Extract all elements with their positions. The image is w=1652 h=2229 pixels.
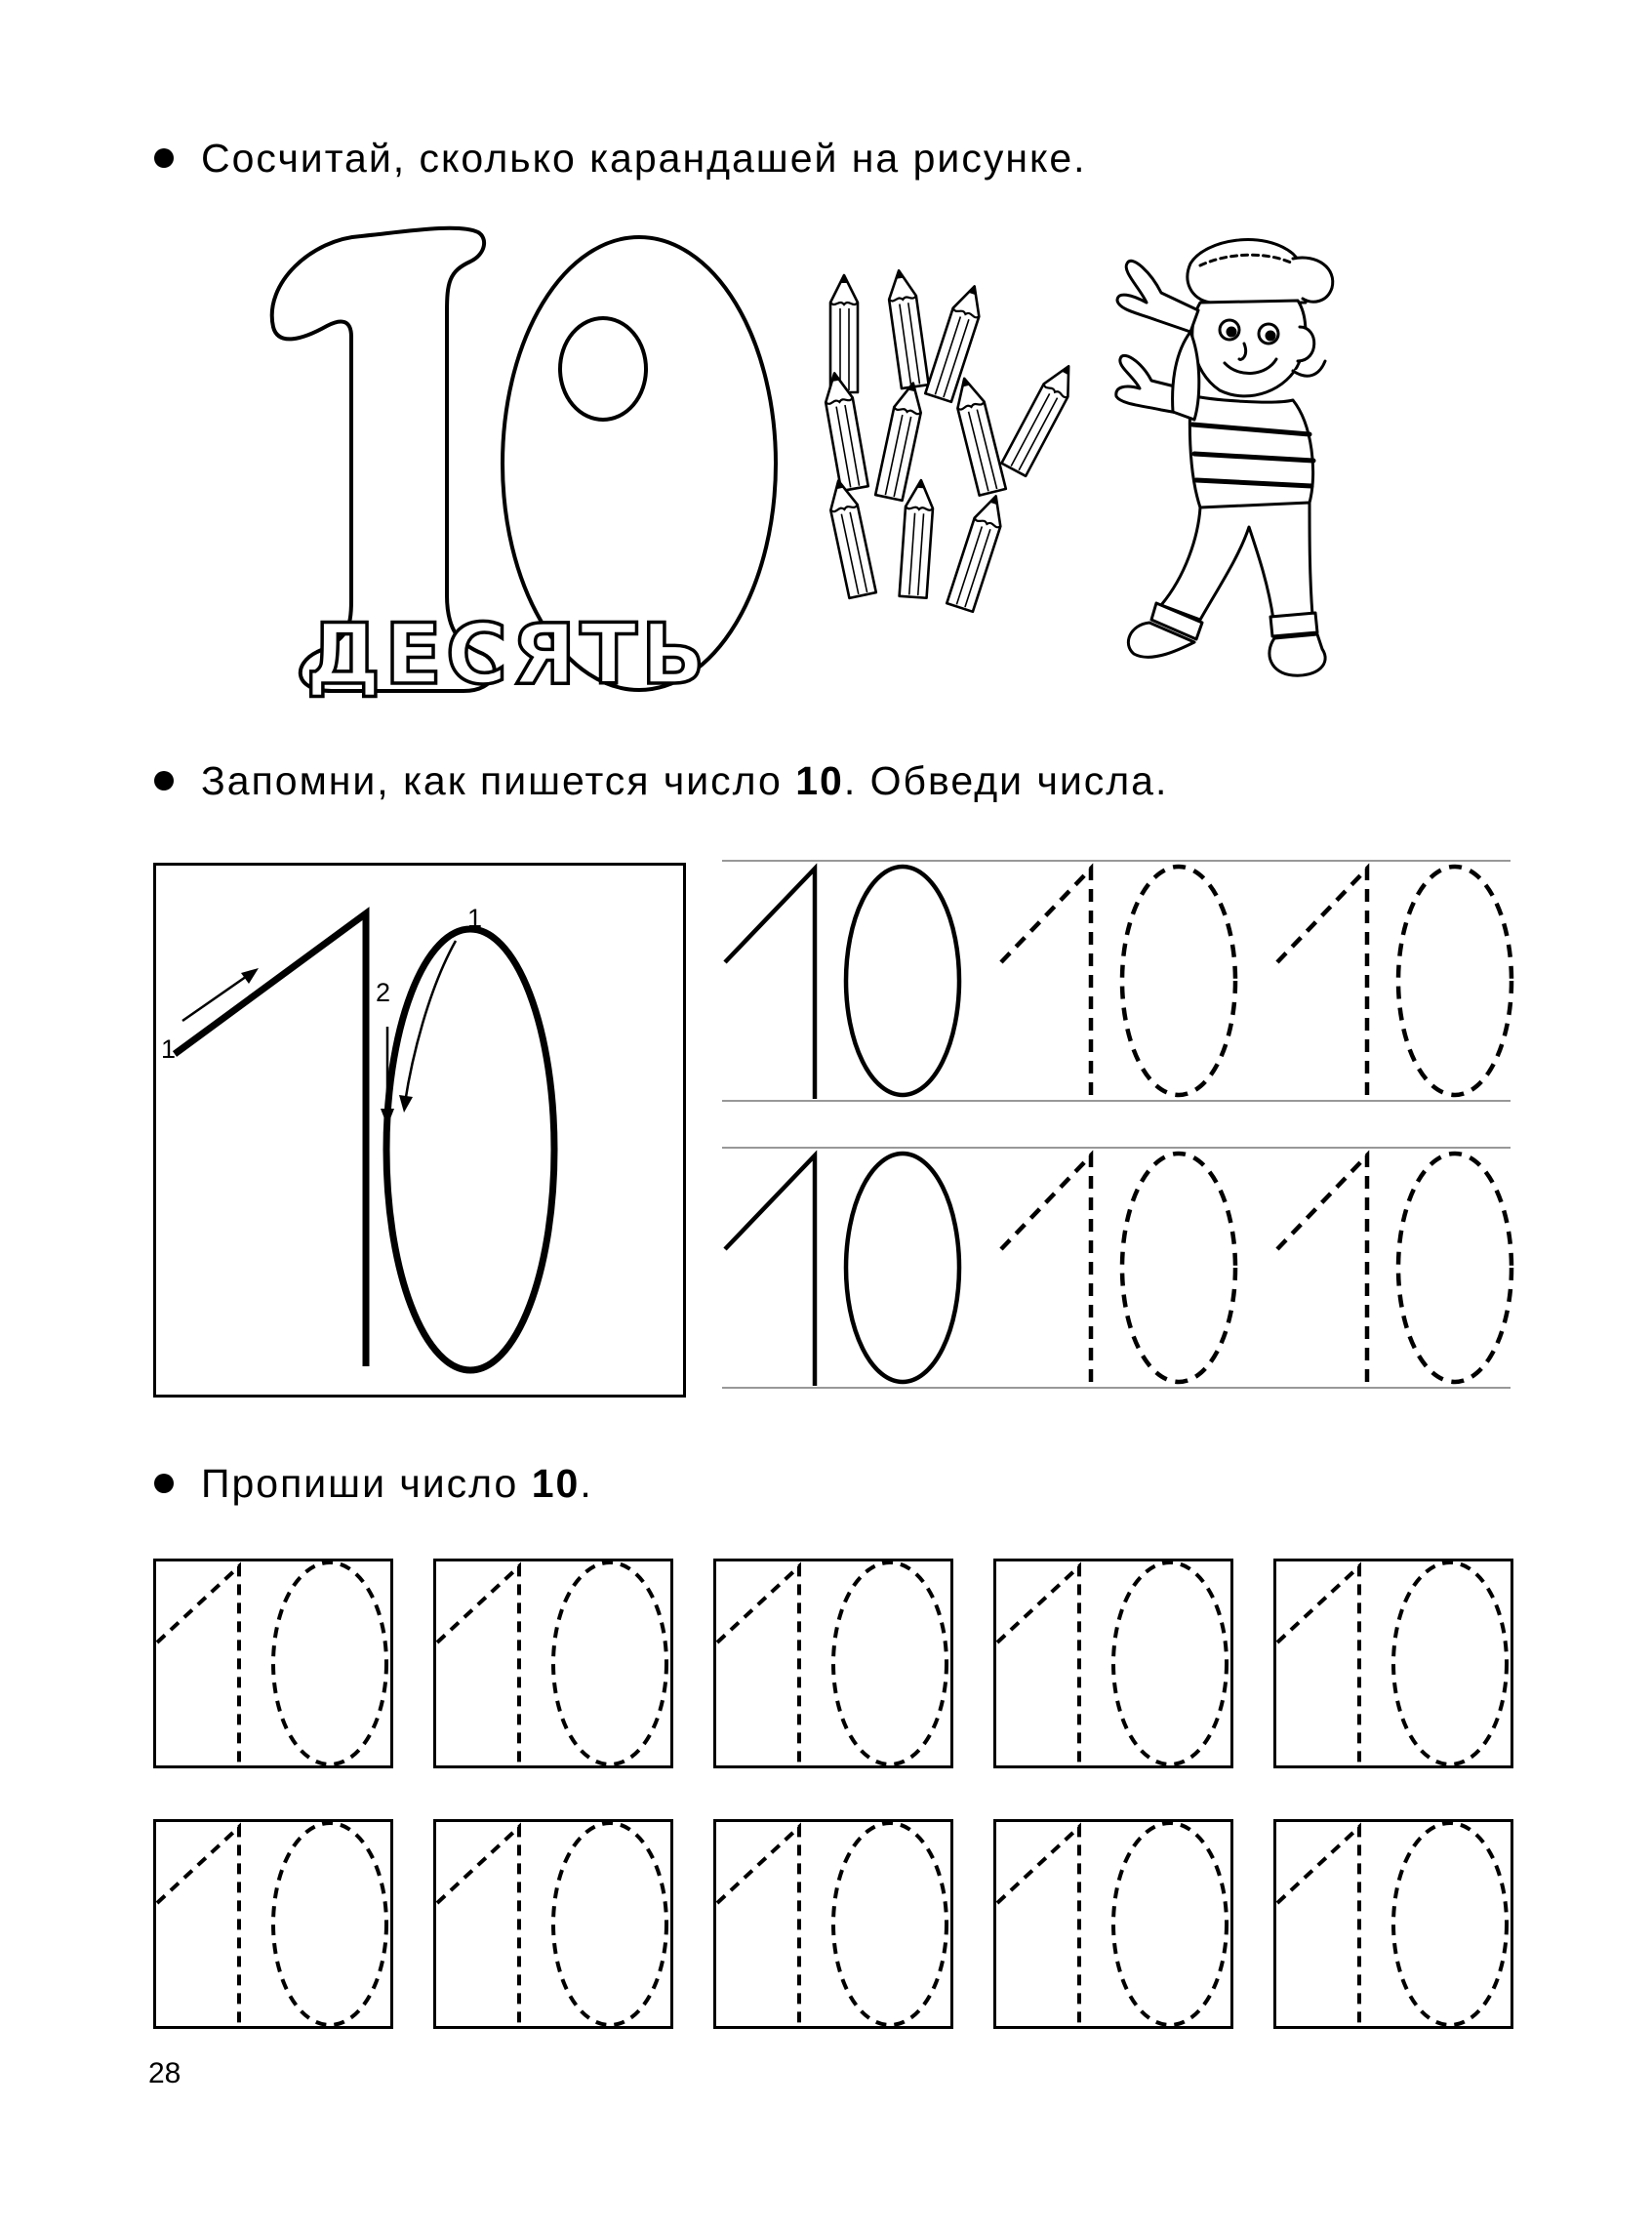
pencil (900, 479, 935, 598)
practice-box[interactable] (1273, 1819, 1513, 2029)
pencil (825, 478, 875, 598)
stroke-label-zero-1: 1 (467, 904, 483, 933)
instruction-text: Запомни, как пишется число (201, 758, 796, 803)
dashed-ten (1277, 1154, 1511, 1386)
pencil (947, 492, 1009, 612)
practice-box[interactable] (433, 1559, 673, 1768)
practice-box[interactable] (153, 1559, 393, 1768)
word-ten-outline (288, 603, 727, 704)
tracing-rows (722, 849, 1522, 1405)
dashed-ten (1277, 867, 1511, 1099)
practice-box[interactable] (1273, 1559, 1513, 1768)
pencils-illustration (800, 244, 1112, 683)
stroke-label-1: 1 (161, 1034, 177, 1064)
practice-box[interactable] (153, 1819, 393, 2029)
dashed-ten (1001, 1154, 1235, 1386)
instruction-text: . Обведи числа. (843, 758, 1169, 803)
instruction-number: 10 (795, 758, 844, 803)
practice-box[interactable] (993, 1819, 1233, 2029)
tracing-row (722, 861, 1511, 1101)
instruction-text: Пропиши число (201, 1461, 532, 1506)
tracing-row (722, 1148, 1511, 1388)
instruction-remember-trace (154, 758, 1169, 803)
bullet-icon (154, 148, 174, 168)
word-ten: ДЕСЯТЬ (305, 606, 709, 704)
stroke-label-2: 2 (376, 978, 391, 1007)
bullet-icon (154, 1474, 174, 1493)
solid-ten (725, 867, 959, 1099)
bullet-icon (154, 771, 174, 790)
practice-box[interactable] (713, 1819, 953, 2029)
practice-box[interactable] (433, 1819, 673, 2029)
pencil (821, 371, 867, 491)
page-number: 28 (148, 2057, 181, 2089)
pencil (1001, 360, 1080, 476)
pencil (885, 268, 928, 388)
stroke-order-guide (153, 863, 686, 1398)
dashed-ten (1001, 867, 1235, 1099)
instruction-count-pencils (154, 136, 1087, 181)
solid-ten (725, 1154, 959, 1386)
pencil (925, 282, 987, 402)
instruction-write (154, 1461, 593, 1506)
practice-box[interactable] (713, 1559, 953, 1768)
practice-box[interactable] (993, 1559, 1233, 1768)
pencil (951, 375, 1006, 495)
instruction-text: Сосчитай, сколько карандашей на рисунке. (201, 136, 1087, 181)
boy-illustration (1093, 234, 1337, 693)
instruction-number: 10 (531, 1461, 581, 1506)
instruction-text: . (580, 1461, 593, 1506)
